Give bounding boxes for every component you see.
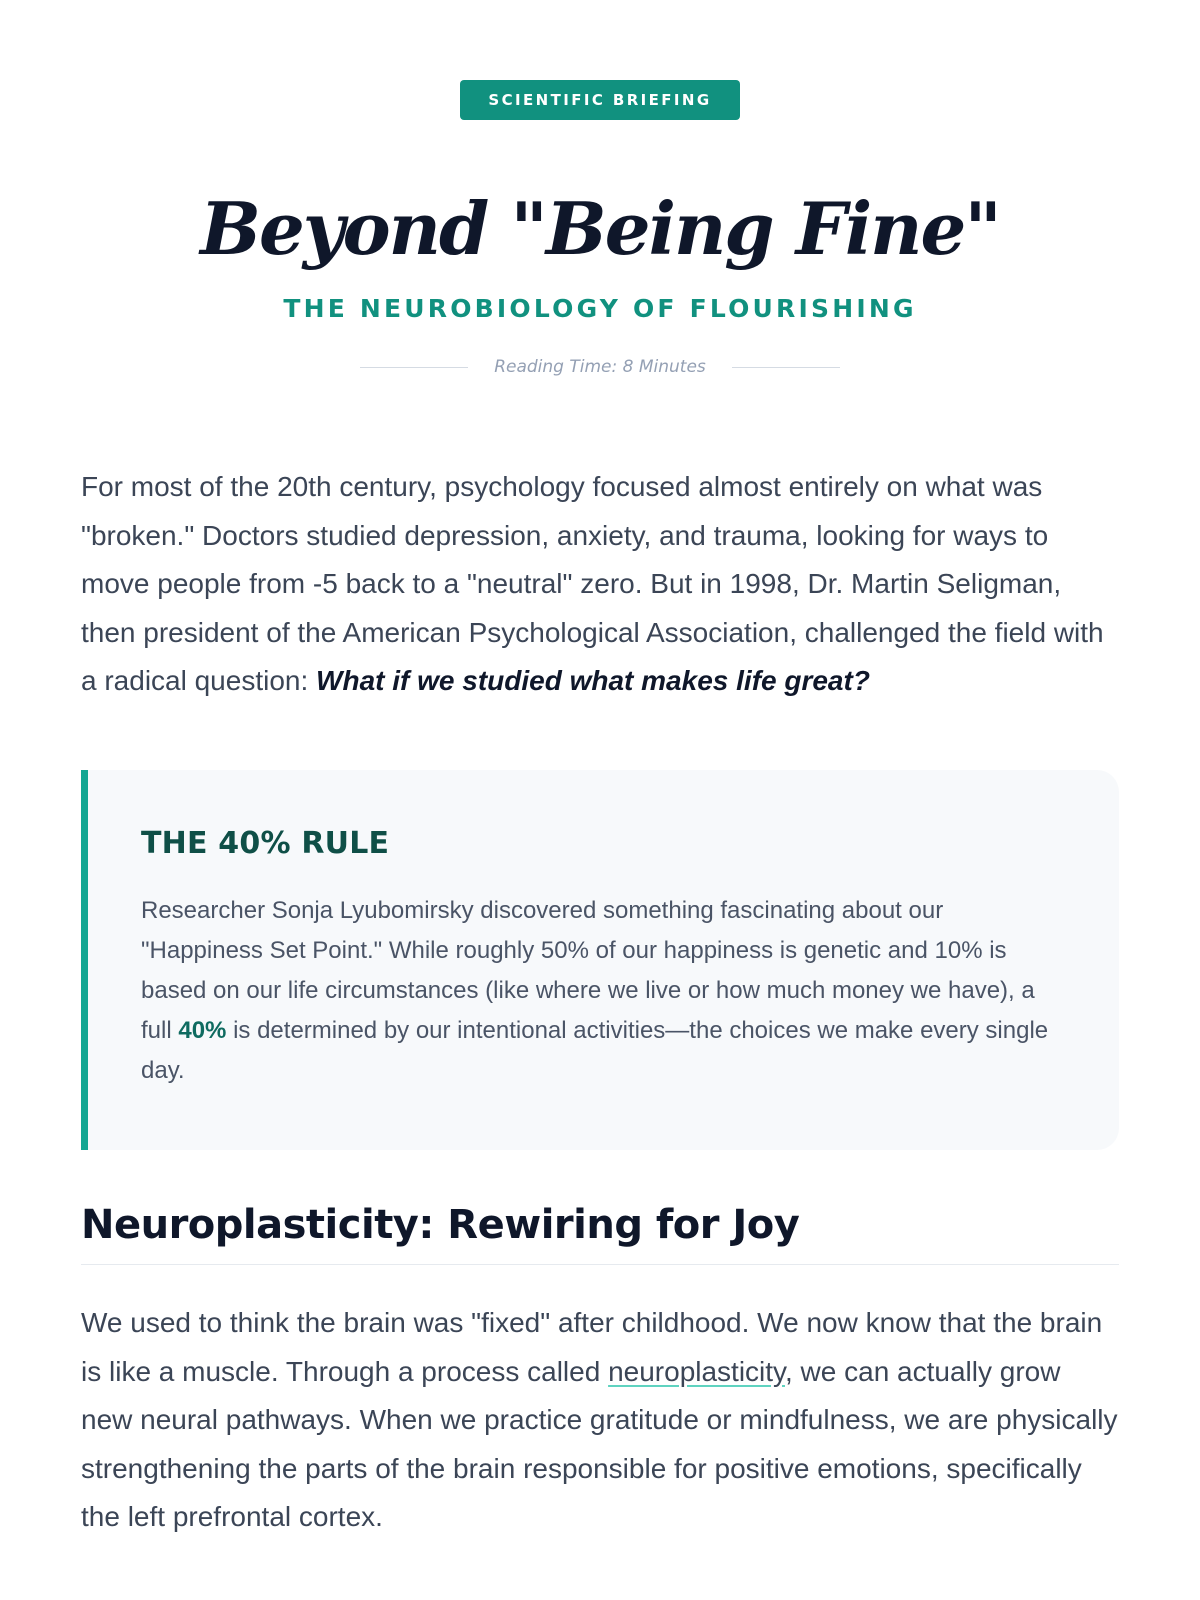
- section-text-before: We used to think the brain was "fixed" after childhood. We now know that the brain is like a muscle. Through a process called: [81, 1306, 1103, 1387]
- callout-text-before: Researcher Sonja Lyubomirsky discovered something fascinating about our "Happiness Set Point." While roughly 50% of our happiness is genetic and 10% is based on our life circumstances (like where we live or how much money we have), a full: [141, 896, 1035, 1044]
- article-subtitle: THE NEUROBIOLOGY OF FLOURISHING: [283, 294, 917, 323]
- article-title: Beyond "Being Fine": [200, 186, 1000, 271]
- reading-time: Reading Time: 8 Minutes: [494, 357, 706, 377]
- callout-body: [141, 891, 1059, 1091]
- callout-title: THE 40% RULE: [141, 825, 390, 861]
- reading-time-row: [81, 357, 1119, 377]
- callout-text-after: is determined by our intentional activities—the choices we make every single day.: [141, 1016, 1049, 1084]
- neuroplasticity-term-link[interactable]: neuroplasticity: [608, 1355, 785, 1387]
- badge-wrap: [81, 0, 1119, 120]
- category-badge: SCIENTIFIC BRIEFING: [460, 80, 739, 120]
- intro-text: For most of the 20th century, psychology focused almost entirely on what was "broken." Doctors studied depression, anxiety, and trauma, looking for ways to move people from -5 back to a "neutral" zero. But in 1998, Dr. Martin Seligman, then president of the American Psychological Association, challenged the field with a radical question:: [81, 471, 1104, 697]
- callout-box: [81, 770, 1119, 1150]
- divider-left: [360, 367, 468, 368]
- section-paragraph: [81, 1299, 1119, 1542]
- intro-question: What if we studied what makes life great?: [316, 665, 870, 697]
- intro-paragraph: [81, 463, 1119, 706]
- section-heading: Neuroplasticity: Rewiring for Joy: [81, 1202, 1119, 1265]
- callout-highlight: 40%: [178, 1016, 227, 1044]
- divider-right: [732, 367, 840, 368]
- section-text-after: , we can actually grow new neural pathways. When we practice gratitude or mindfulness, we are physically strengthening the parts of the brain responsible for positive emotions, specifically the left prefrontal cortex.: [81, 1355, 1118, 1533]
